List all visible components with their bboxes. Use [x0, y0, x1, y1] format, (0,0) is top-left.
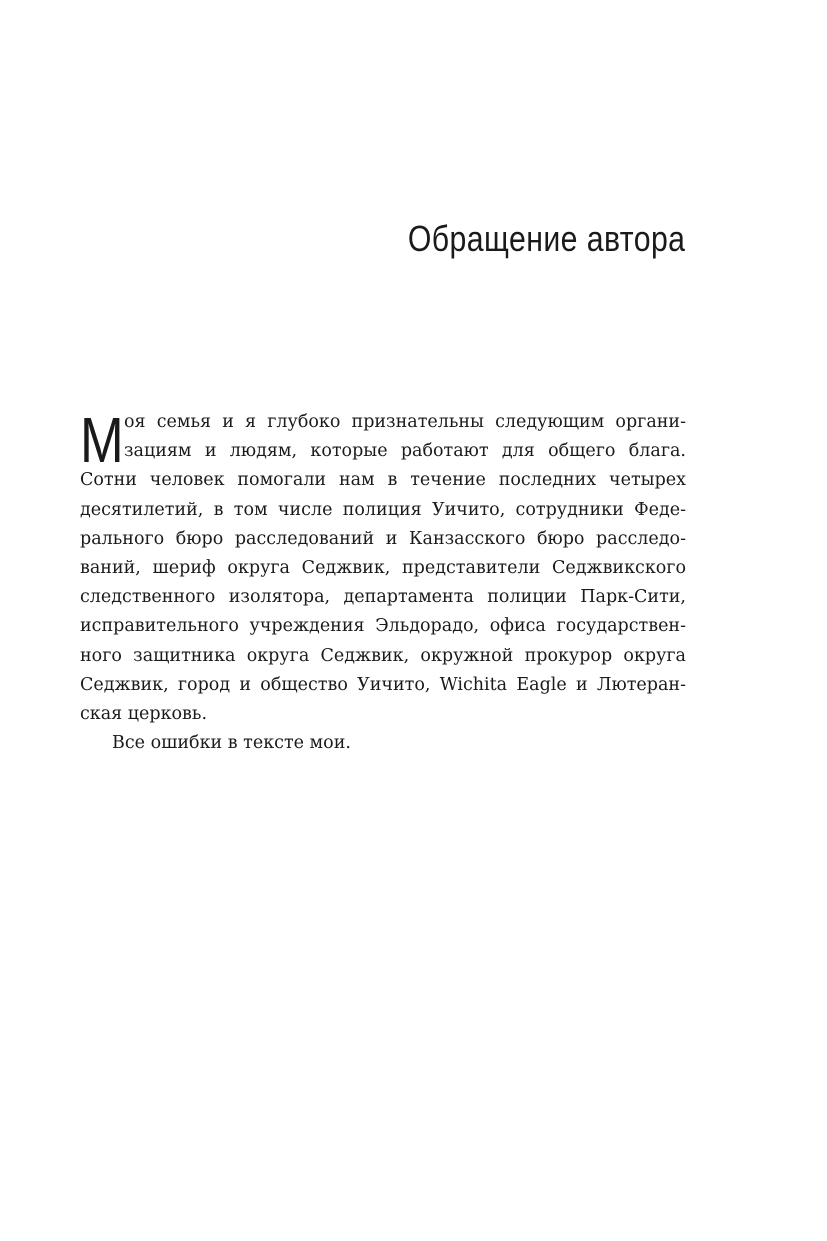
text-line: десятилетий, в том числе полиция Уичито, сотрудники Феде- [80, 499, 686, 520]
text-line: рального бюро расследований и Канзасского бюро расследо- [80, 528, 686, 549]
text-line: зациям и людям, которые работают для общего блага. [124, 441, 686, 462]
text-line: Седжвик, город и общество Уичито, Wichita Eagle и Лютеран- [80, 674, 686, 695]
text-line: ская церковь. [80, 703, 208, 724]
body-text [80, 404, 686, 758]
second-paragraph: Все ошибки в тексте мои. [112, 733, 351, 754]
drop-cap: М [80, 404, 124, 476]
text-line: следственного изолятора, департамента полиции Парк-Сити, [80, 587, 686, 608]
text-line: исправительного учреждения Эльдорадо, офиса государствен- [80, 616, 686, 637]
text-line: ваний, шериф округа Седжвик, представители Седжвикского [80, 557, 686, 578]
text-line: ного защитника округа Седжвик, окружной прокурор округа [80, 645, 686, 666]
text-line: оя семья и я глубоко признательны следующим органи- [124, 412, 686, 432]
text-line: Сотни человек помогали нам в течение последних четырех [80, 470, 686, 491]
chapter-title: Обращение автора [407, 218, 685, 259]
